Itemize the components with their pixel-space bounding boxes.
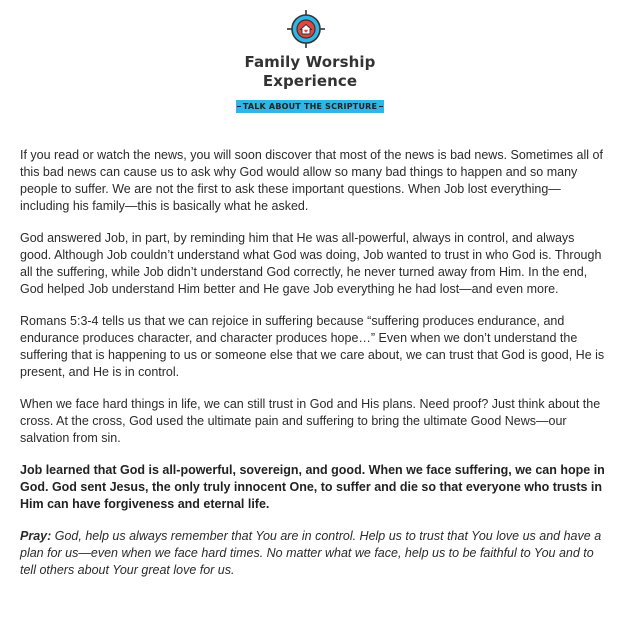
- paragraph-the-cross: When we face hard things in life, we can still trust in God and His plans. Need proof? Just think about the cross. At the cross, God used the ultimate pain and suffering to bring the ultimate Good News—our salvation from sin.: [20, 397, 601, 445]
- key-point: Job learned that God is all-powerful, sovereign, and good. When we face suffering, we can hope in God. God sent Jesus, the only truly innocent One, to suffer and die so that everyone who trusts in Him can have forgiveness and eternal life.: [20, 463, 605, 511]
- scripture-discussion: [20, 147, 605, 594]
- banner-tick-right: [379, 106, 383, 107]
- section-banner-label: [236, 100, 384, 113]
- prayer: [20, 528, 605, 579]
- home-heart-icon: [287, 10, 325, 48]
- prayer-label: Pray:: [20, 529, 52, 543]
- paragraph-god-answered-job: God answered Job, in part, by reminding him that He was all-powerful, always in control, and always good. Although Job couldn’t understand what God was doing, Job wanted to trust in who God is. Through all the suffering, while Job didn’t understand God correctly, he never turned away from Him. In the end, God helped Job understand Him better and He gave Job everything he had lost—and even more.: [20, 231, 602, 296]
- paragraph-romans: Romans 5:3-4 tells us that we can rejoice in suffering because “suffering produces endurance, and endurance produces character, and character produces hope…” Even when we don’t understand the suffering that is happening to us or someone else that we care about, we can trust that God is good, He is present, and He is in control.: [20, 314, 605, 379]
- banner-tick-left: [237, 106, 241, 107]
- page-title-line2: Experience: [262, 72, 358, 90]
- paragraph-bad-news: If you read or watch the news, you will soon discover that most of the news is bad news. Sometimes all of this bad news can cause us to ask why God would allow so many bad things to happen and so many people to suffer. We are not the first to ask these important questions. When Job lost everything—including his family—this is basically what he asked.: [20, 148, 603, 213]
- section-banner: [0, 96, 620, 113]
- banner-text: TALK ABOUT THE SCRIPTURE: [242, 102, 378, 111]
- page-title-line1: Family Worship: [244, 53, 376, 71]
- prayer-text: God, help us always remember that You are in control. Help us to trust that You love us and have a plan for us—even when we face hard times. No matter what we face, help us to be faithful to You and to tell others about Your great love for us.: [20, 529, 602, 577]
